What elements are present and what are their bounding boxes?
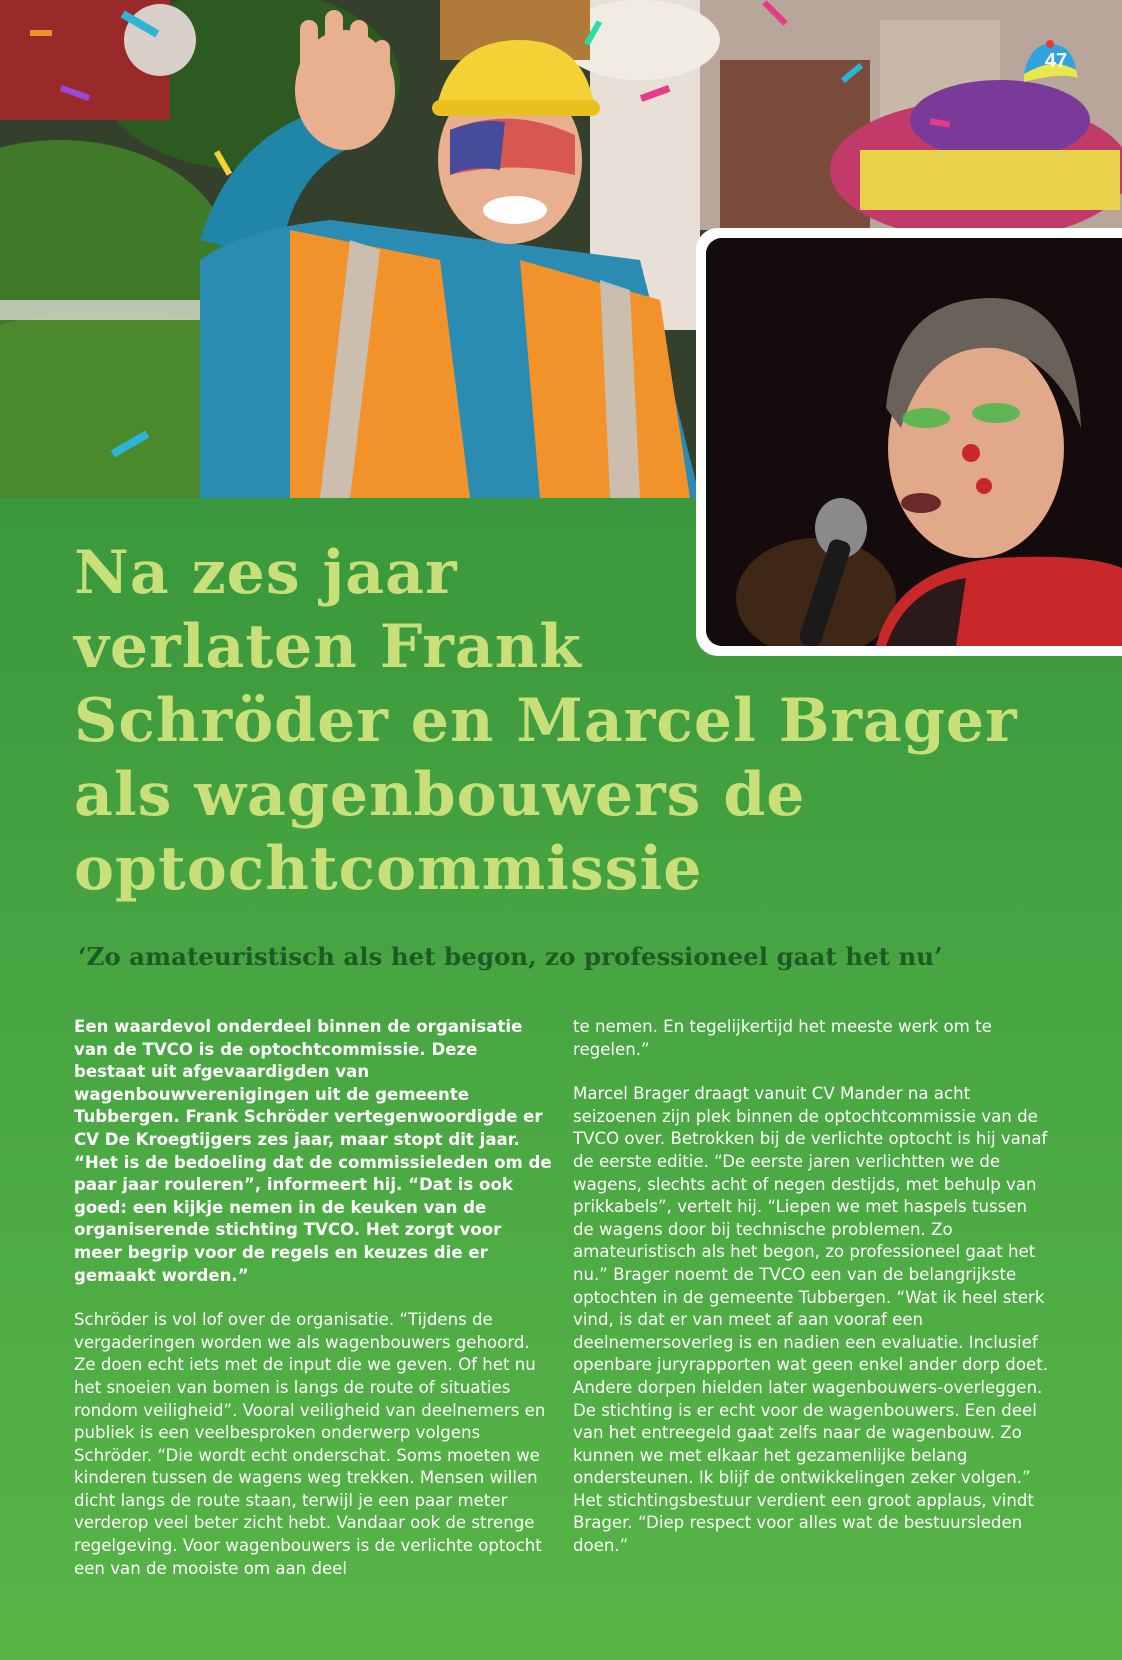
body-column-left	[74, 1016, 552, 1602]
headline-line: Na zes jaar	[74, 538, 458, 608]
intro-paragraph: Een waardevol onderdeel binnen de organisatie van de TVCO is de optochtcommissie. Deze bestaat uit afgevaardigden van wagenbouwverenigingen uit de gemeente Tubbergen. Frank Schröder vertegenwoordigde er CV De Kroegtijgers zes jaar, maar stopt dit jaar. “Het is de bedoeling dat de commissieleden om de paar jaar rouleren”, informeert hij. “Dat is ook goed: een kijkje nemen in de keuken van de organiserende stichting TVCO. Het zorgt voor meer begrip voor de regels en keuzes die er gemaakt worden.”	[74, 1017, 552, 1285]
body-paragraph: te nemen. En tegelijkertijd het meeste werk om te regelen.”	[573, 1017, 992, 1059]
page-number: 47	[1044, 50, 1068, 72]
headline-line: als wagenbouwers de	[74, 760, 806, 830]
body-paragraph: Marcel Brager draagt vanuit CV Mander na acht seizoenen zijn plek binnen de optochtcommissie van de TVCO over. Betrokken bij de verlichte optocht is hij vanaf de eerste editie. “De eerste jaren verlichtten we de wagens, slechts acht of negen destijds, met behulp van prikkabels”, vertelt hij. “Liepen we met haspels tussen de wagens door bij technische problemen. Zo amateuristisch als het begon, zo professioneel gaat het nu.” Brager noemt de TVCO een van de belangrijkste optochten in de gemeente Tubbergen. “Wat ik heel sterk vind, is dat er van meet af aan vooraf een deelnemersoverleg is en nadien een evaluatie. Inclusief openbare juryrapporten wat geen enkel ander dorp doet. Andere dorpen hielden later wagenbouwers-overleggen. De stichting is er echt voor de wagenbouwers. Een deel van het entreegeld gaat zelfs naar de wagenbouw. Zo kunnen we met elkaar het gezamenlijke belang ondersteunen. Ik blijf de ontwikkelingen zeker volgen.” Het stichtingsbestuur verdient een groot applaus, vindt Brager. “Diep respect voor alles wat de bestuursleden doen.”	[573, 1084, 1048, 1556]
body-paragraph: Schröder is vol lof over de organisatie. “Tijdens de vergaderingen worden we als wagenbouwers gehoord. Ze doen echt iets met de input die we geven. Of het nu het snoeien van bomen is langs de route of situaties rondom veiligheid”. Vooral veiligheid van deelnemers en publiek is een veelbesproken onderwerp volgens Schröder. “Die wordt echt onderschat. Soms moeten we kinderen tussen de wagens weg trekken. Mensen willen dicht langs de route staan, terwijl je een paar meter verderop veel beter zicht hebt. Vandaar ook de strenge regelgeving. Voor wagenbouwers is de verlichte optocht een van de mooiste om aan deel	[74, 1310, 546, 1578]
headline-line: optochtcommissie	[74, 834, 703, 904]
headline-line: Schröder en Marcel Brager	[74, 686, 1018, 756]
headline	[74, 536, 1054, 906]
subheadline-quote: ‘Zo amateuristisch als het begon, zo professioneel gaat het nu’	[78, 942, 943, 971]
body-column-right	[573, 1016, 1051, 1580]
headline-line: verlaten Frank	[74, 612, 582, 682]
